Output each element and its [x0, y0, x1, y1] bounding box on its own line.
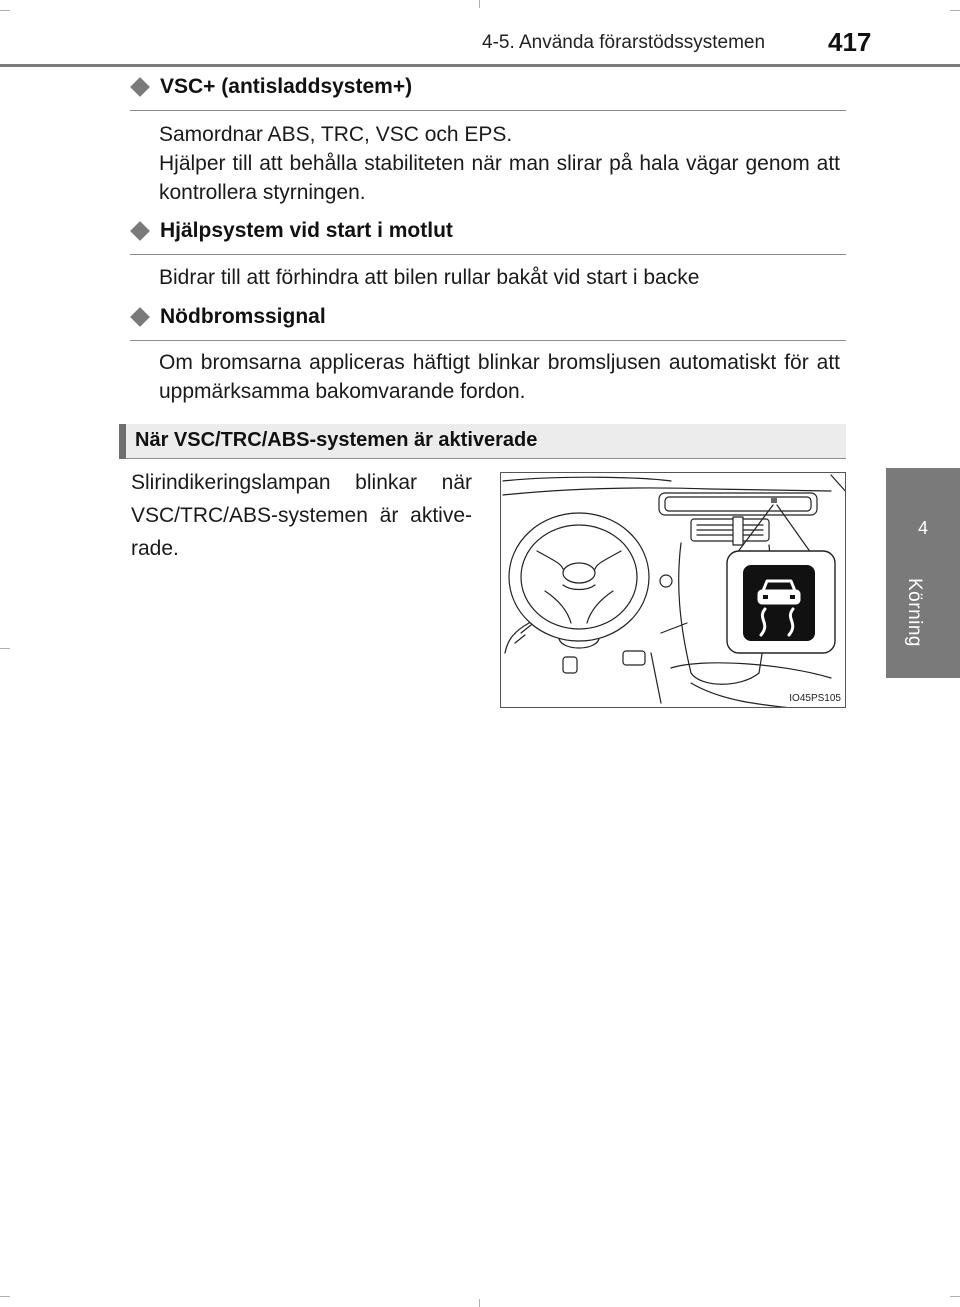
chapter-label: Körning [904, 578, 925, 647]
header-section-title: 4-5. Använda förarstödssystemen [482, 32, 766, 53]
dashboard-drawing [501, 473, 846, 708]
pedal [563, 657, 577, 673]
crop-mark [479, 0, 480, 8]
section-heading [130, 72, 846, 111]
diamond-bullet-icon [130, 221, 150, 241]
dashboard-illustration [500, 472, 846, 708]
crop-mark [0, 10, 10, 11]
pedal [623, 651, 645, 665]
diamond-bullet-icon [130, 307, 150, 327]
paragraph: Hjälper till att behålla stabiliteten när man slirar på hala vägar genom att kontrollera styrningen. [159, 152, 840, 204]
dash-top-line [503, 488, 831, 495]
paragraph: Samordnar ABS, TRC, VSC och EPS. [159, 123, 513, 146]
crop-mark [950, 10, 960, 11]
subsection-body: Slirindikeringslampan blinkar när VSC/TRC/ABS-systemen är aktive-rade. [131, 471, 472, 560]
crop-mark [950, 1296, 960, 1297]
skid-indicator-icon [743, 565, 815, 641]
header-rule [0, 64, 960, 67]
section-title: Nödbromssignal [160, 305, 326, 328]
section-title: Hjälpsystem vid start i motlut [160, 219, 453, 242]
section-heading [130, 302, 846, 341]
crop-mark [0, 648, 10, 649]
paragraph: Om bromsarna appliceras häftigt blinkar bromsljusen automatiskt för att uppmärksamma bakomvarande fordon. [159, 351, 840, 403]
subsection-title: När VSC/TRC/ABS-systemen är aktiverade [135, 429, 538, 451]
crop-mark [0, 1296, 10, 1297]
instrument-cluster [659, 493, 817, 515]
section-body [159, 263, 840, 292]
subsection-heading [119, 424, 846, 459]
section-body [159, 348, 840, 406]
heading-accent [119, 424, 126, 459]
callout-line [777, 505, 811, 553]
chapter-tab [886, 468, 960, 678]
chapter-number: 4 [917, 518, 928, 538]
section-title: VSC+ (antisladdsystem+) [160, 75, 413, 98]
windshield-line [503, 477, 671, 481]
paragraph: Bidrar till att förhindra att bilen rullar bakåt vid start i backe [159, 266, 700, 289]
steering-wheel [509, 513, 649, 641]
page-number: 417 [828, 27, 872, 57]
section-body [159, 120, 840, 207]
section-heading [130, 216, 846, 255]
figure-code: IO45PS105 [789, 693, 841, 704]
crop-mark [479, 1299, 480, 1307]
diamond-bullet-icon [130, 77, 150, 97]
